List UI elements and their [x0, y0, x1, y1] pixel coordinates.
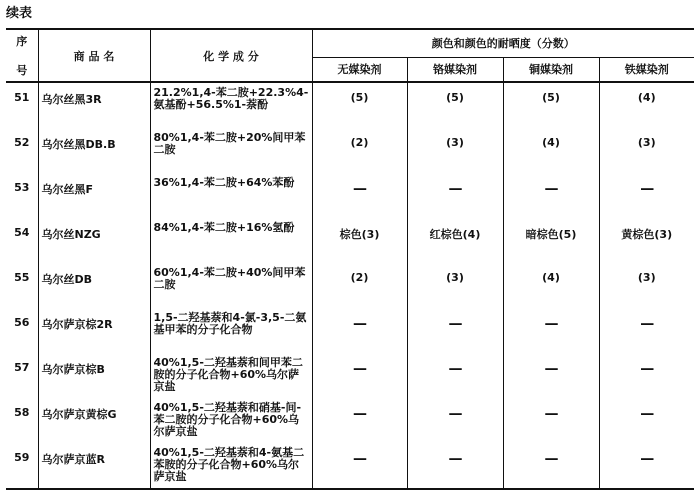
- fastness-no-mordant: (5): [312, 82, 407, 128]
- dye-fastness-table: [6, 28, 694, 490]
- fastness-chrome-mordant: —: [407, 353, 503, 398]
- fastness-iron-mordant: (3): [599, 263, 694, 308]
- fastness-no-mordant: —: [312, 398, 407, 443]
- row-number: 53: [14, 181, 30, 194]
- table-row: [6, 128, 694, 173]
- fastness-copper-mordant: (4): [503, 263, 599, 308]
- fastness-no-mordant: 棕色(3): [312, 218, 407, 263]
- chemical-composition: 40%1,5-二羟基萘和硝基-间-苯二胺的分子化合物+60%乌尔萨京盐: [150, 398, 312, 443]
- fastness-no-mordant: —: [312, 443, 407, 489]
- chemical-composition: 40%1,5-二羟基萘和4-氨基二苯胺的分子化合物+60%乌尔萨京盐: [150, 443, 312, 489]
- header-mordant-chrome: 铬媒染剂: [407, 57, 503, 82]
- header-no-line1: 序: [16, 35, 28, 48]
- fastness-copper-mordant: —: [503, 353, 599, 398]
- header-no: [6, 29, 38, 82]
- chemical-composition: 84%1,4-苯二胺+16%氢酚: [150, 218, 312, 263]
- fastness-iron-mordant: —: [599, 443, 694, 489]
- row-number: 57: [14, 361, 30, 374]
- row-number: 52: [14, 136, 30, 149]
- row-number: 59: [6, 443, 38, 489]
- product-name: 乌尔萨京黄棕G: [38, 398, 150, 443]
- header-composition: 化 学 成 分: [150, 29, 312, 82]
- header-mordant-none: 无媒染剂: [312, 57, 407, 82]
- product-name: 乌尔丝黑DB.B: [38, 128, 150, 173]
- header-name: 商 品 名: [38, 29, 150, 82]
- row-number: 54: [14, 226, 30, 239]
- table-row: [6, 263, 694, 308]
- fastness-copper-mordant: —: [503, 398, 599, 443]
- fastness-no-mordant: (2): [312, 128, 407, 173]
- fastness-iron-mordant: (3): [599, 128, 694, 173]
- row-number: 55: [14, 271, 30, 284]
- product-name: 乌尔丝DB: [38, 263, 150, 308]
- fastness-copper-mordant: —: [503, 308, 599, 353]
- fastness-chrome-mordant: 红棕色(4): [407, 218, 503, 263]
- chemical-composition: 21.2%1,4-苯二胺+22.3%4-氨基酚+56.5%1-萘酚: [150, 82, 312, 128]
- row-number: 51: [14, 91, 30, 104]
- fastness-iron-mordant: 黄棕色(3): [599, 218, 694, 263]
- row-number: 56: [14, 316, 30, 329]
- product-name: 乌尔丝黑F: [38, 173, 150, 218]
- fastness-no-mordant: —: [312, 308, 407, 353]
- table-row: [6, 308, 694, 353]
- fastness-copper-mordant: 暗棕色(5): [503, 218, 599, 263]
- fastness-iron-mordant: (4): [599, 82, 694, 128]
- fastness-copper-mordant: (4): [503, 128, 599, 173]
- table-row: [6, 82, 694, 128]
- product-name: 乌尔丝黑3R: [38, 82, 150, 128]
- table-row: [6, 353, 694, 398]
- fastness-iron-mordant: —: [599, 353, 694, 398]
- chemical-composition: 60%1,4-苯二胺+40%间甲苯二胺: [150, 263, 312, 308]
- fastness-chrome-mordant: —: [407, 173, 503, 218]
- table-row: [6, 398, 694, 443]
- fastness-copper-mordant: —: [503, 173, 599, 218]
- table-row: [6, 173, 694, 218]
- fastness-no-mordant: (2): [312, 263, 407, 308]
- chemical-composition: 40%1,5-二羟基萘和间甲苯二胺的分子化合物+60%乌尔萨京盐: [150, 353, 312, 398]
- product-name: 乌尔萨京棕B: [38, 353, 150, 398]
- table-caption: 续表: [6, 6, 33, 21]
- table-row: [6, 218, 694, 263]
- chemical-composition: 36%1,4-苯二胺+64%苯酚: [150, 173, 312, 218]
- fastness-chrome-mordant: —: [407, 398, 503, 443]
- header-mordant-copper: 铜媒染剂: [503, 57, 599, 82]
- table-row: [6, 443, 694, 489]
- fastness-chrome-mordant: —: [407, 308, 503, 353]
- fastness-copper-mordant: (5): [503, 82, 599, 128]
- fastness-iron-mordant: —: [599, 308, 694, 353]
- fastness-chrome-mordant: (3): [407, 128, 503, 173]
- fastness-copper-mordant: —: [503, 443, 599, 489]
- fastness-no-mordant: —: [312, 173, 407, 218]
- fastness-iron-mordant: —: [599, 398, 694, 443]
- fastness-chrome-mordant: —: [407, 443, 503, 489]
- chemical-composition: 1,5-二羟基萘和4-氯-3,5-二氨基甲苯的分子化合物: [150, 308, 312, 353]
- row-number: 58: [14, 406, 30, 419]
- header-mordant-iron: 铁媒染剂: [599, 57, 694, 82]
- fastness-chrome-mordant: (5): [407, 82, 503, 128]
- chemical-composition: 80%1,4-苯二胺+20%间甲苯二胺: [150, 128, 312, 173]
- table-body: [6, 82, 694, 489]
- fastness-no-mordant: —: [312, 353, 407, 398]
- product-name: 乌尔萨京蓝R: [38, 443, 150, 489]
- header-no-line2: 号: [16, 64, 28, 77]
- product-name: 乌尔萨京棕2R: [38, 308, 150, 353]
- product-name: 乌尔丝NZG: [38, 218, 150, 263]
- header-fastness: 颜色和颜色的耐晒度（分数）: [312, 29, 694, 57]
- fastness-iron-mordant: —: [599, 173, 694, 218]
- fastness-chrome-mordant: (3): [407, 263, 503, 308]
